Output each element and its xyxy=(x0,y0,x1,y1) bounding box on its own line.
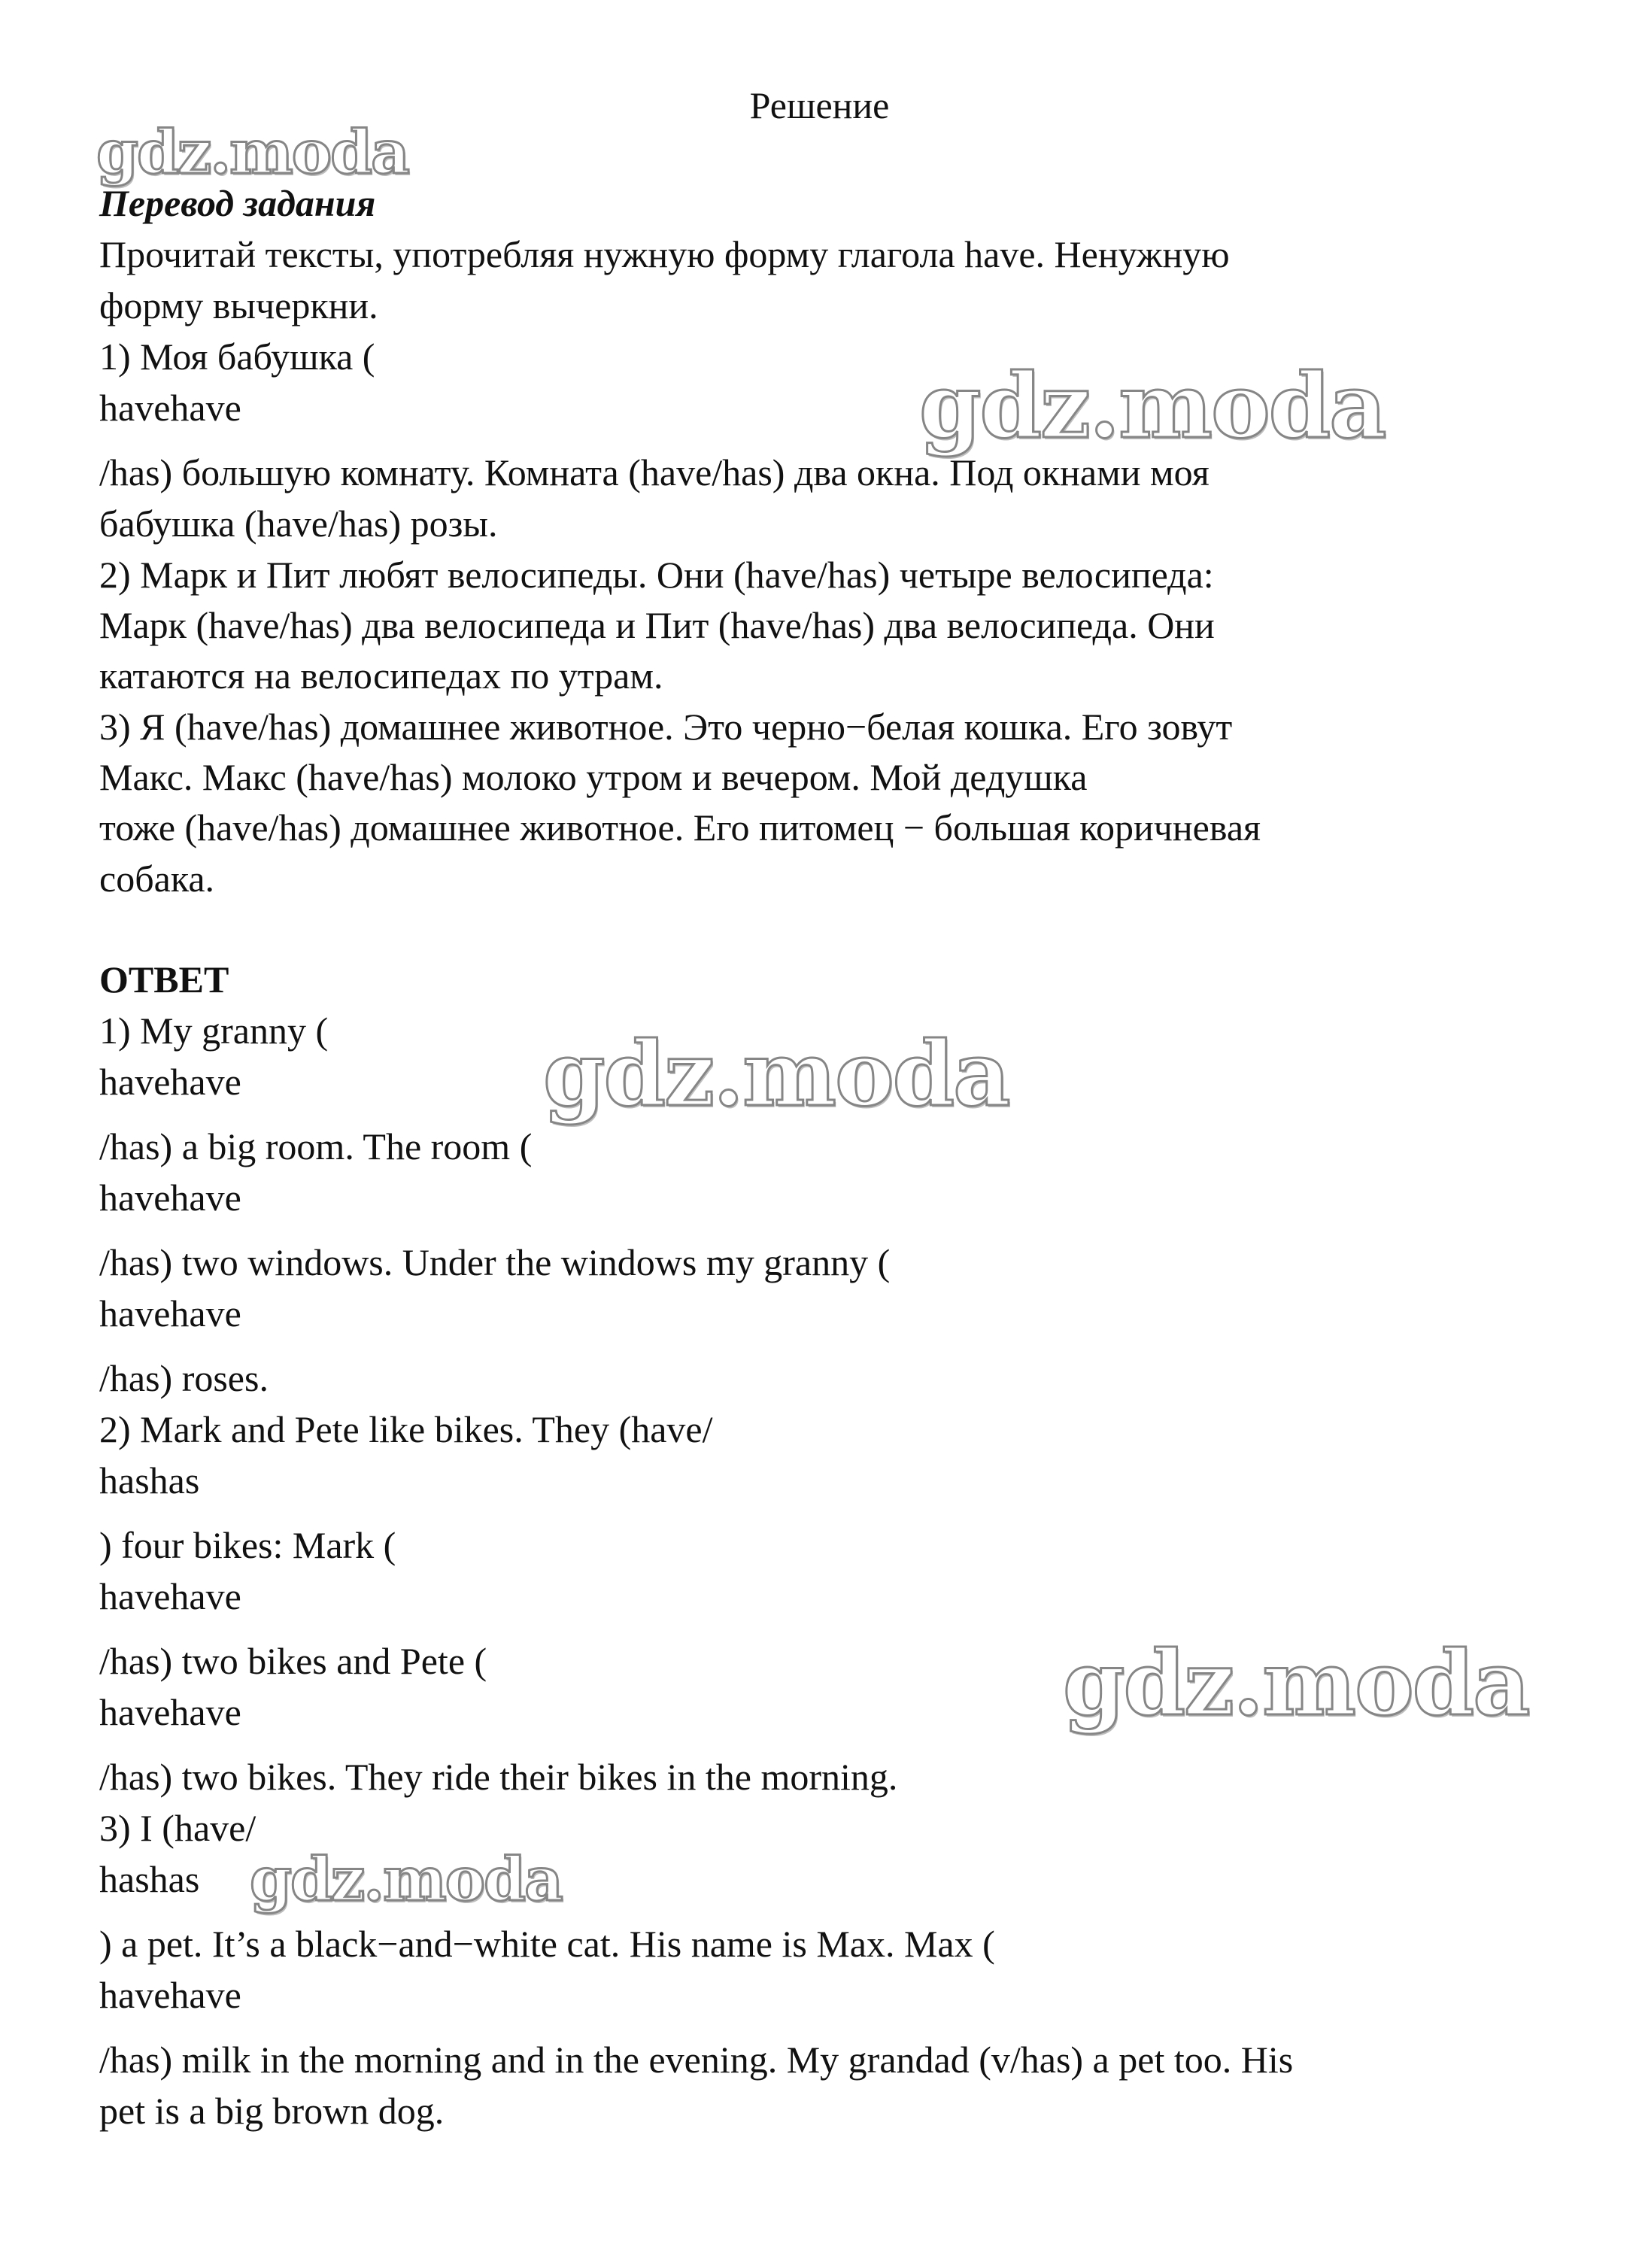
answer-line: /has) two bikes. They ride their bikes in the morning. xyxy=(99,1756,898,1798)
answer-line: hashas xyxy=(99,1858,200,1900)
translation-line: havehave xyxy=(99,387,241,429)
watermark-logo: gdz.moda xyxy=(1063,1631,1529,1735)
answer-line: havehave xyxy=(99,1292,241,1334)
page-title: Решение xyxy=(749,84,890,126)
answer-line: havehave xyxy=(99,1061,241,1103)
answer-line: havehave xyxy=(99,1974,241,2016)
answer-line: ) four bikes: Mark ( xyxy=(99,1524,396,1566)
translation-line: 1) Моя бабушка ( xyxy=(99,335,375,378)
answer-line: /has) roses. xyxy=(99,1357,269,1399)
answer-line: /has) two windows. Under the windows my granny ( xyxy=(99,1241,891,1283)
answer-line: ) a pet. It’s a black−and−white cat. His name is Max. Max ( xyxy=(99,1923,995,1965)
translation-line: Прочитай тексты, употребляя нужную форму глагола have. Ненужную xyxy=(99,233,1230,275)
answer-line: /has) two bikes and Pete ( xyxy=(99,1640,487,1682)
answer-line: 1) My granny ( xyxy=(99,1010,329,1052)
answer-line: 3) I (have/ xyxy=(99,1807,256,1849)
translation-line: 2) Марк и Пит любят велосипеды. Они (have/has) четыре велосипеда: xyxy=(99,554,1214,596)
answer-line: /has) milk in the morning and in the evening. My grandad (v/has) a pet too. His xyxy=(99,2039,1294,2081)
answer-line: /has) a big room. The room ( xyxy=(99,1125,533,1167)
translation-line: Марк (have/has) два велосипеда и Пит (have/has) два велосипеда. Они xyxy=(99,604,1215,646)
answer-line: hashas xyxy=(99,1459,200,1501)
translation-line: бабушка (have/has) розы. xyxy=(99,502,498,545)
answer-heading: ОТВЕТ xyxy=(99,958,229,1000)
watermark-logo: gdz.moda xyxy=(543,1022,1009,1126)
watermark-logo: gdz.moda xyxy=(250,1844,562,1914)
translation-line: катаются на велосипедах по утрам. xyxy=(99,654,663,697)
translation-line: Макс. Макс (have/has) молоко утром и вечером. Мой дедушка xyxy=(99,756,1088,798)
watermark-logo: gdz.moda xyxy=(96,117,408,187)
translation-heading: Перевод задания xyxy=(99,182,376,224)
answer-line: havehave xyxy=(99,1177,241,1219)
answer-line: pet is a big brown dog. xyxy=(99,2090,445,2132)
watermark-logo: gdz.moda xyxy=(919,354,1386,458)
answer-line: havehave xyxy=(99,1691,241,1733)
answer-line: 2) Mark and Pete like bikes. They (have/ xyxy=(99,1408,713,1450)
translation-line: /has) большую комнату. Комната (have/has) два окна. Под окнами моя xyxy=(99,451,1210,493)
translation-line: тоже (have/has) домашнее животное. Его питомец − большая коричневая xyxy=(99,806,1261,849)
translation-line: форму вычеркни. xyxy=(99,284,378,326)
answer-line: havehave xyxy=(99,1575,241,1617)
translation-line: собака. xyxy=(99,858,215,900)
translation-line: 3) Я (have/has) домашнее животное. Это черно−белая кошка. Его зовут xyxy=(99,706,1233,748)
